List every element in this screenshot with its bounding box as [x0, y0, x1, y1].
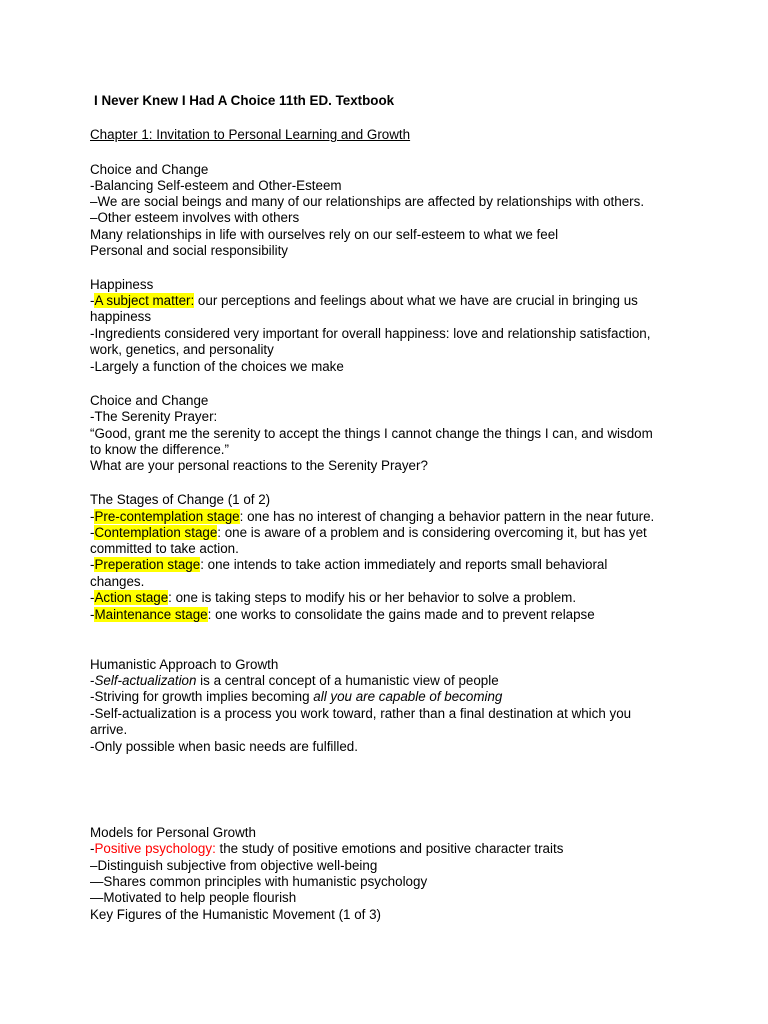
- body-line: “Good, grant me the serenity to accept the things I cannot change the things I can, and wisdom: [90, 426, 653, 441]
- section-heading-happiness: Happiness: [90, 277, 154, 292]
- section-heading-choice-change: Choice and Change: [90, 162, 209, 177]
- stage-item: [90, 525, 647, 541]
- line-prefix: -: [90, 607, 95, 622]
- body-line: —Shares common principles with humanistic psychology: [90, 874, 428, 889]
- section-heading-humanistic: Humanistic Approach to Growth: [90, 657, 279, 672]
- line-prefix: -: [90, 673, 95, 688]
- line-prefix: -: [90, 590, 95, 605]
- line-prefix: -: [90, 557, 95, 572]
- body-line: happiness: [90, 309, 152, 324]
- section-heading-stages: The Stages of Change (1 of 2): [90, 492, 271, 507]
- body-line: Many relationships in life with ourselves rely on our self-esteem to what we feel: [90, 227, 559, 242]
- body-line: -Balancing Self-esteem and Other-Esteem: [90, 178, 342, 193]
- body-line: [90, 673, 499, 689]
- chapter-heading: Chapter 1: Invitation to Personal Learning and Growth: [90, 127, 411, 142]
- line-text: the study of positive emotions and positive character traits: [215, 841, 564, 856]
- body-line: [90, 841, 563, 857]
- body-line: -Ingredients considered very important for overall happiness: love and relationship satisfaction,: [90, 326, 651, 341]
- body-line: -Self-actualization is a process you work toward, rather than a final destination at which you: [90, 706, 632, 721]
- body-line: [90, 293, 638, 309]
- document-title: I Never Knew I Had A Choice 11th ED. Textbook: [94, 93, 395, 108]
- body-line: –Other esteem involves with others: [90, 210, 300, 225]
- line-text: : one works to consolidate the gains made and to prevent relapse: [207, 607, 595, 622]
- body-line: -Largely a function of the choices we make: [90, 359, 344, 374]
- line-text: our perceptions and feelings about what we have are crucial in bringing us: [194, 293, 638, 308]
- body-line: —Motivated to help people flourish: [90, 890, 297, 905]
- line-text: : one is aware of a problem and is considering overcoming it, but has yet: [217, 525, 647, 540]
- body-line: -The Serenity Prayer:: [90, 409, 218, 424]
- body-line: work, genetics, and personality: [90, 342, 274, 357]
- body-line: to know the difference.”: [90, 442, 229, 457]
- line-text: : one is taking steps to modify his or her behavior to solve a problem.: [168, 590, 577, 605]
- line-text: : one has no interest of changing a behavior pattern in the near future.: [239, 509, 655, 524]
- highlighted-term: Preperation stage: [94, 557, 201, 572]
- body-line: Personal and social responsibility: [90, 243, 288, 258]
- highlighted-term: A subject matter:: [94, 293, 195, 308]
- line-prefix: -: [90, 525, 95, 540]
- body-line: Key Figures of the Humanistic Movement (1 of 3): [90, 907, 381, 922]
- stage-item: [90, 557, 607, 573]
- body-line: committed to take action.: [90, 541, 239, 556]
- body-line: [90, 689, 502, 705]
- line-text: : one intends to take action immediately and reports small behavioral: [200, 557, 608, 572]
- red-term: Positive psychology:: [94, 841, 216, 856]
- line-text: is a central concept of a humanistic view of people: [196, 673, 499, 688]
- section-heading-models: Models for Personal Growth: [90, 825, 256, 840]
- stage-item: [90, 590, 576, 606]
- body-line: –Distinguish subjective from objective well-being: [90, 858, 378, 873]
- line-prefix: -: [90, 841, 95, 856]
- italic-term: all you are capable of becoming: [313, 689, 503, 704]
- line-prefix: -: [90, 509, 95, 524]
- body-line: changes.: [90, 574, 145, 589]
- highlighted-term: Maintenance stage: [94, 607, 208, 622]
- body-line: –We are social beings and many of our relationships are affected by relationships with others.: [90, 194, 645, 209]
- body-line: -Only possible when basic needs are fulfilled.: [90, 739, 358, 754]
- highlighted-term: Action stage: [94, 590, 169, 605]
- stage-item: [90, 607, 595, 623]
- section-heading-choice-change: Choice and Change: [90, 393, 209, 408]
- line-text: -Striving for growth implies becoming: [90, 689, 314, 704]
- body-line: arrive.: [90, 722, 128, 737]
- italic-term: Self-actualization: [94, 673, 197, 688]
- line-prefix: -: [90, 293, 95, 308]
- stage-item: [90, 509, 654, 525]
- body-line: What are your personal reactions to the Serenity Prayer?: [90, 458, 428, 473]
- highlighted-term: Contemplation stage: [94, 525, 218, 540]
- highlighted-term: Pre-contemplation stage: [94, 509, 240, 524]
